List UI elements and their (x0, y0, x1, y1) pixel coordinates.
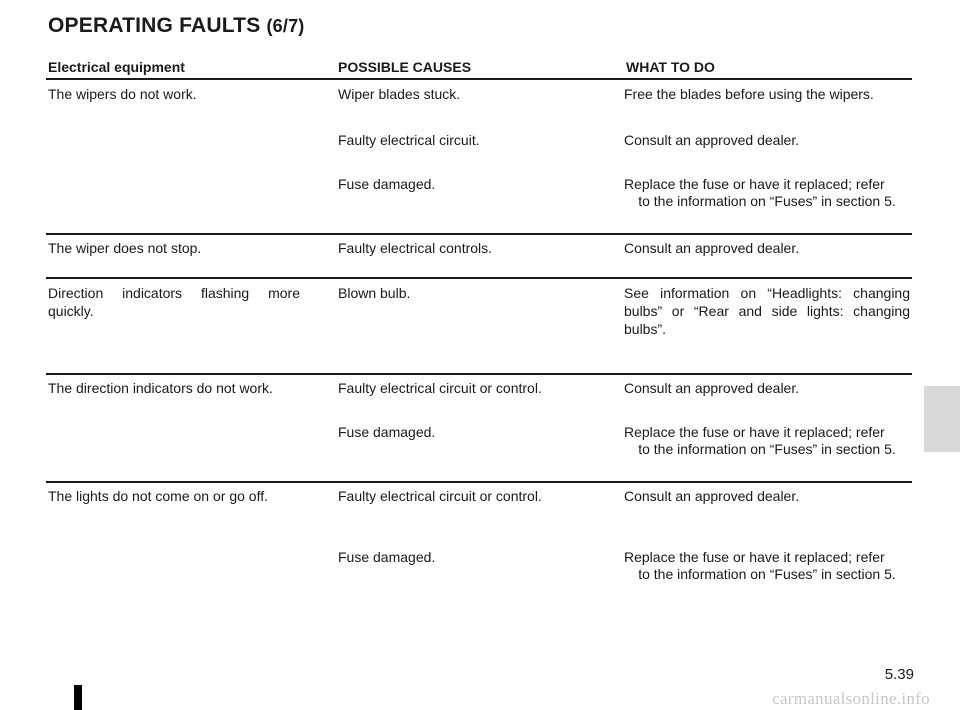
row-equipment-label: Direction indicators flashing more quickly. (48, 285, 300, 319)
row-divider (46, 233, 912, 235)
page-number: 5.39 (884, 666, 914, 683)
watermark: carmanualsonline.info (772, 689, 930, 708)
action-text: Consult an approved dealer. (624, 380, 800, 396)
row-divider (46, 373, 912, 375)
page-title (48, 14, 304, 38)
action-text: See information on “Headlights: changing bulbs” or “Rear and side lights: changing bulbs”. (624, 285, 910, 337)
row-equipment-label: The direction indicators do not work. (48, 380, 273, 396)
action-text: Consult an approved dealer. (624, 240, 800, 256)
cause-text: Wiper blades stuck. (338, 86, 461, 102)
column-header-equipment: Electrical equipment (48, 59, 185, 75)
crop-mark (74, 685, 82, 710)
column-header-action: WHAT TO DO (626, 59, 715, 75)
cause-text: Fuse damaged. (338, 424, 436, 440)
action-text-continued: to the information on “Fuses” in section 5. (638, 566, 896, 582)
action-text-continued: to the information on “Fuses” in section 5. (638, 193, 896, 209)
header-divider (46, 78, 912, 80)
cause-text: Blown bulb. (338, 285, 411, 301)
row-divider (46, 277, 912, 279)
action-text: Replace the fuse or have it replaced; refer (624, 549, 885, 565)
section-side-tab (924, 386, 960, 452)
page-title-text: OPERATING FAULTS (48, 14, 261, 37)
cause-text: Fuse damaged. (338, 176, 436, 192)
cause-text: Faulty electrical circuit. (338, 132, 480, 148)
action-text: Replace the fuse or have it replaced; refer (624, 424, 885, 440)
action-text: Free the blades before using the wipers. (624, 86, 874, 102)
row-equipment-label: The lights do not come on or go off. (48, 488, 268, 504)
action-text: Consult an approved dealer. (624, 132, 800, 148)
cause-text: Faulty electrical circuit or control. (338, 380, 542, 396)
action-text: Consult an approved dealer. (624, 488, 800, 504)
row-equipment-label: The wipers do not work. (48, 86, 197, 102)
page-indicator: (6/7) (266, 16, 305, 36)
row-equipment-label: The wiper does not stop. (48, 240, 202, 256)
action-text-continued: to the information on “Fuses” in section 5. (638, 441, 896, 457)
cause-text: Faulty electrical controls. (338, 240, 493, 256)
column-header-causes: POSSIBLE CAUSES (338, 59, 472, 75)
cause-text: Fuse damaged. (338, 549, 436, 565)
action-text: Replace the fuse or have it replaced; refer (624, 176, 885, 192)
row-divider (46, 481, 912, 483)
cause-text: Faulty electrical circuit or control. (338, 488, 542, 504)
